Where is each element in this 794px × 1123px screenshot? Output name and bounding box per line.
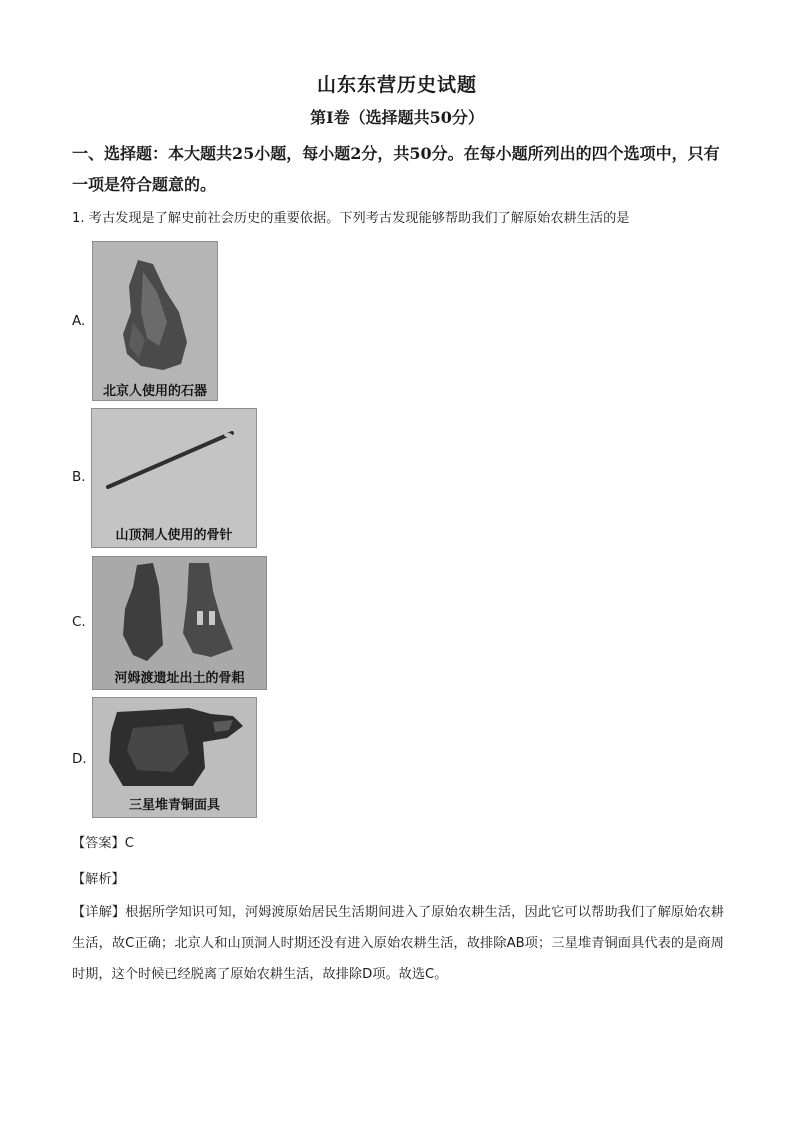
analysis-line	[72, 868, 724, 887]
option-d-image	[92, 697, 257, 818]
answer-line	[72, 832, 724, 851]
option-a-caption: 北京人使用的石器	[102, 384, 207, 399]
detail-label: 【详解】	[72, 905, 126, 920]
question-stem	[72, 207, 732, 226]
option-a-image	[92, 241, 218, 401]
section-instruction: 一、选择题：本大题共25小题，每小题2分，共50分。在每小题所列出的四个选项中，只有一项是符合题意的。	[72, 144, 720, 194]
option-b-letter: B.	[72, 469, 86, 485]
answer-value: C	[124, 836, 134, 851]
option-c-letter: C.	[72, 614, 86, 630]
stone-tool-photo-icon	[93, 242, 217, 400]
option-a-letter: A.	[72, 313, 86, 329]
detail-text: 根据所学知识可知，河姆渡原始居民生活期间进入了原始农耕生活，因此它可以帮助我们了解原始农耕生活，故C正确；北京人和山顶洞人时期还没有进入原始农耕生活，故排除AB项；三星堆青铜面具代表的是商周时期，这个时候已经脱离了原始农耕生活，故排除D项。故选C。	[72, 905, 724, 982]
option-d-caption: 三星堆青铜面具	[128, 798, 220, 813]
option-b-image	[91, 408, 257, 548]
page-title: 山东东营历史试题	[316, 74, 477, 96]
option-d-letter: D.	[72, 751, 87, 767]
question-text: 考古发现是了解史前社会历史的重要依据。下列考古发现能够帮助我们了解原始农耕生活的是	[88, 211, 630, 226]
detail-paragraph	[72, 897, 724, 990]
question-number: 1.	[72, 211, 85, 226]
page-subtitle: 第Ⅰ卷（选择题共50分）	[310, 108, 484, 127]
answer-label: 【答案】	[72, 836, 125, 851]
option-c-caption: 河姆渡遗址出土的骨耜	[114, 671, 245, 686]
option-c-image	[92, 556, 267, 690]
option-b-caption: 山顶洞人使用的骨针	[115, 528, 233, 543]
analysis-label: 【解析】	[72, 872, 125, 887]
